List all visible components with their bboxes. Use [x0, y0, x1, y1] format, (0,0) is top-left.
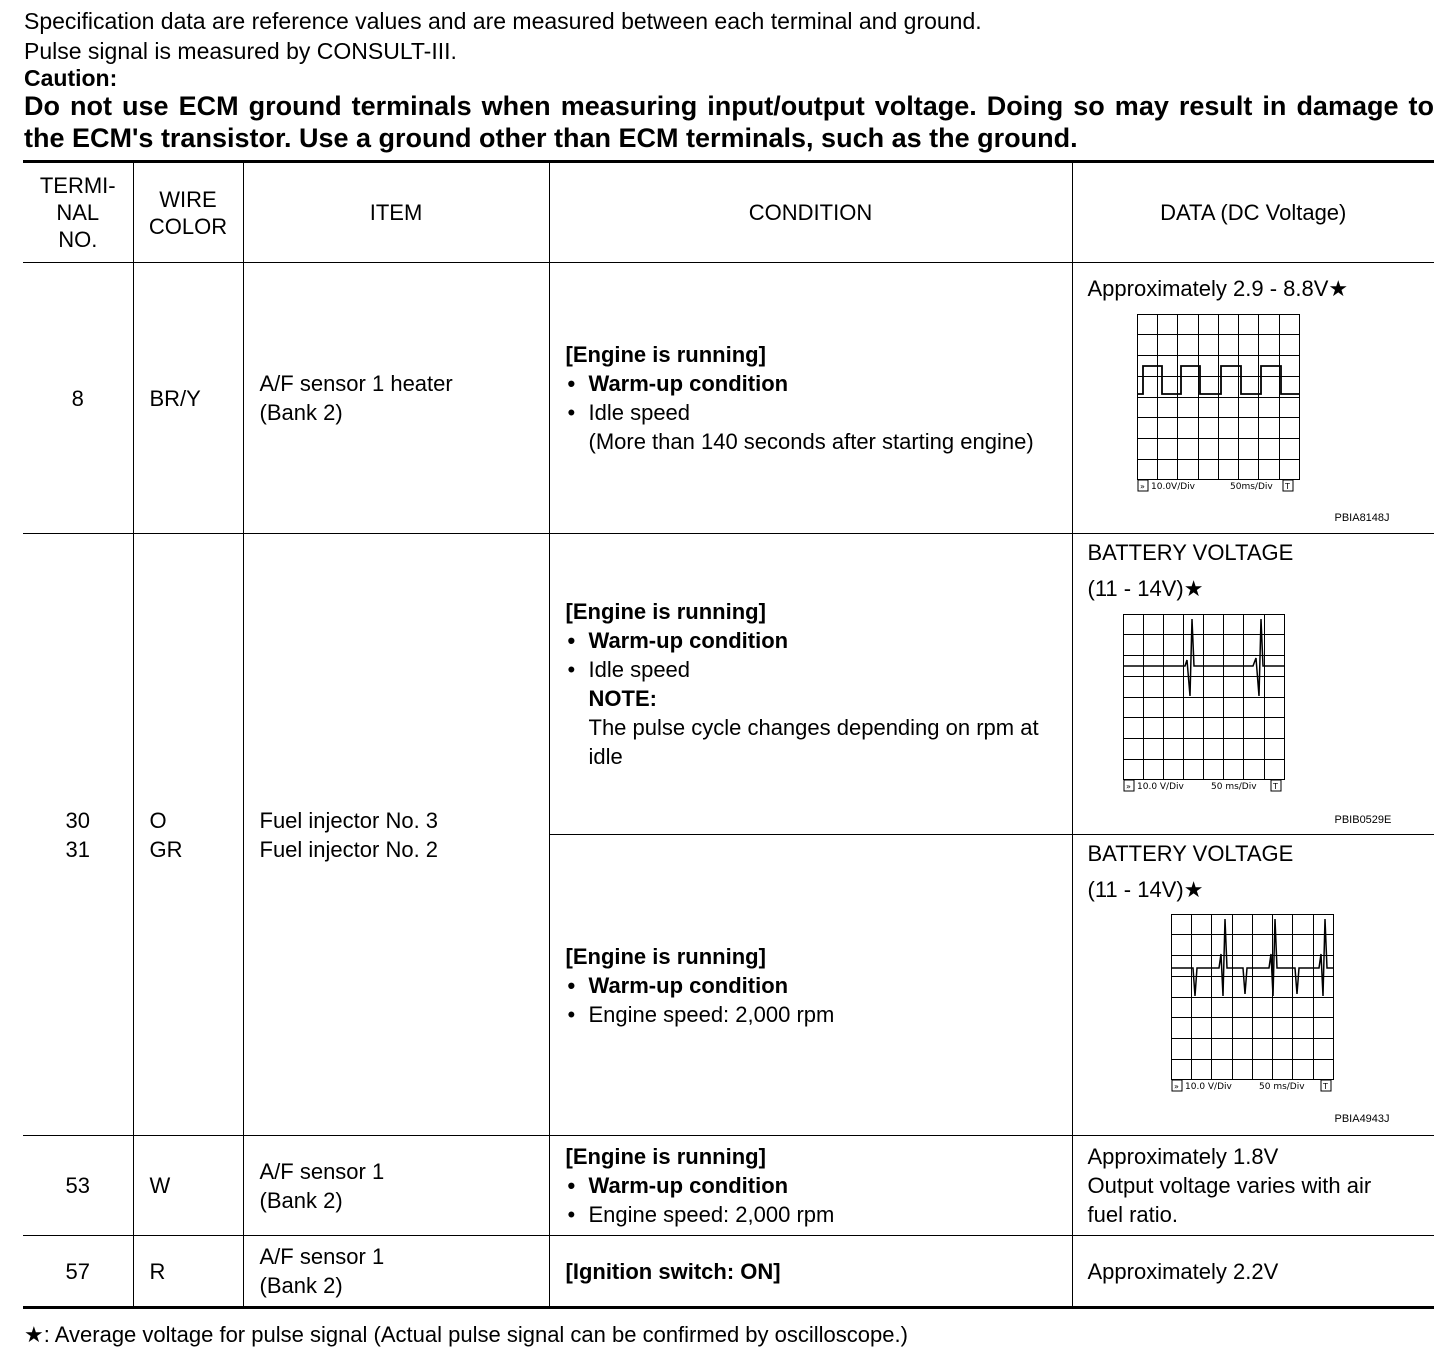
- figure-code: PBIA4943J: [1334, 1113, 1390, 1125]
- terminal-no: 8: [23, 263, 133, 534]
- table-row: [23, 534, 1434, 835]
- wire-color: O GR: [133, 534, 243, 1136]
- table-row: [23, 263, 1434, 534]
- svg-text:10.0 V/Div: 10.0 V/Div: [1136, 782, 1184, 792]
- svg-text:T: T: [1322, 1082, 1328, 1091]
- wire-color: BR/Y: [133, 263, 243, 534]
- table-row: [23, 1236, 1434, 1308]
- terminal-no: 57: [23, 1236, 133, 1308]
- item: A/F sensor 1 (Bank 2): [243, 1236, 549, 1308]
- data-cell: BATTERY VOLTAGE (11 - 14V)★ » 10.0 V/Div 50 ms/Div T PBIB0529E: [1072, 534, 1434, 835]
- condition: [Ignition switch: ON]: [549, 1236, 1072, 1308]
- intro: [24, 6, 1434, 154]
- header-terminal: TERMI- NAL NO.: [23, 162, 133, 263]
- star-icon: ★: [24, 1322, 44, 1347]
- caution-text: Do not use ECM ground terminals when measuring input/output voltage. Doing so may result in damage to the ECM's transistor. Use a ground other than ECM terminals, such as the ground.: [24, 91, 1434, 153]
- wire-color: W: [133, 1136, 243, 1236]
- condition: [Engine is running] • Warm-up condition • Idle speed (More than 140 seconds after starting engine): [549, 263, 1072, 534]
- header-condition: CONDITION: [549, 162, 1072, 263]
- header-row: [23, 162, 1434, 263]
- table-row: [23, 1136, 1434, 1236]
- oscilloscope-waveform: [1171, 914, 1337, 1096]
- item: A/F sensor 1 heater (Bank 2): [243, 263, 549, 534]
- star-icon: ★: [1183, 576, 1204, 601]
- star-icon: ★: [1183, 877, 1204, 902]
- svg-text:50ms/Div: 50ms/Div: [1229, 482, 1273, 492]
- intro-line-1: Specification data are reference values and are measured between each terminal and ground.: [24, 8, 982, 34]
- header-data: DATA (DC Voltage): [1072, 162, 1434, 263]
- terminal-no: 30 31: [23, 534, 133, 1136]
- terminal-no: 53: [23, 1136, 133, 1236]
- figure-code: PBIA8148J: [1334, 512, 1390, 524]
- footnote: ★: Average voltage for pulse signal (Actual pulse signal can be confirmed by oscilloscope.): [24, 1322, 908, 1347]
- svg-text:»: »: [1125, 782, 1131, 791]
- svg-text:50 ms/Div: 50 ms/Div: [1210, 782, 1257, 792]
- item: Fuel injector No. 3 Fuel injector No. 2: [243, 534, 549, 1136]
- header-wire-color: WIRE COLOR: [133, 162, 243, 263]
- data-cell: BATTERY VOLTAGE (11 - 14V)★ » 10.0 V/Div 50 ms/Div T PBIA4943J: [1072, 835, 1434, 1136]
- svg-text:10.0V/Div: 10.0V/Div: [1150, 482, 1195, 492]
- data-cell: [1072, 263, 1434, 534]
- oscilloscope-waveform: [1137, 314, 1305, 496]
- condition: [Engine is running] • Warm-up condition • Engine speed: 2,000 rpm: [549, 1136, 1072, 1236]
- svg-text:»: »: [1173, 1082, 1179, 1091]
- svg-text:»: »: [1139, 482, 1145, 491]
- condition: [Engine is running] • Warm-up condition • Engine speed: 2,000 rpm: [549, 835, 1072, 1136]
- oscilloscope-waveform: [1123, 614, 1289, 796]
- figure-code: PBIB0529E: [1334, 814, 1392, 826]
- header-item: ITEM: [243, 162, 549, 263]
- svg-text:10.0 V/Div: 10.0 V/Div: [1184, 1082, 1232, 1092]
- ecm-terminal-table: [23, 160, 1434, 1309]
- data-value: Approximately 2.9 - 8.8V: [1087, 276, 1329, 301]
- svg-text:T: T: [1284, 482, 1290, 491]
- caution-label: Caution:: [24, 65, 118, 91]
- svg-text:T: T: [1272, 782, 1278, 791]
- data-cell: Approximately 1.8V Output voltage varies with air fuel ratio.: [1072, 1136, 1434, 1236]
- svg-text:50 ms/Div: 50 ms/Div: [1258, 1082, 1305, 1092]
- intro-line-2: Pulse signal is measured by CONSULT-III.: [24, 38, 457, 64]
- wire-color: R: [133, 1236, 243, 1308]
- star-icon: ★: [1328, 276, 1349, 301]
- condition: [Engine is running] • Warm-up condition • Idle speed NOTE: The pulse cycle changes depending on rpm at idle: [549, 534, 1072, 835]
- item: A/F sensor 1 (Bank 2): [243, 1136, 549, 1236]
- data-cell: Approximately 2.2V: [1072, 1236, 1434, 1308]
